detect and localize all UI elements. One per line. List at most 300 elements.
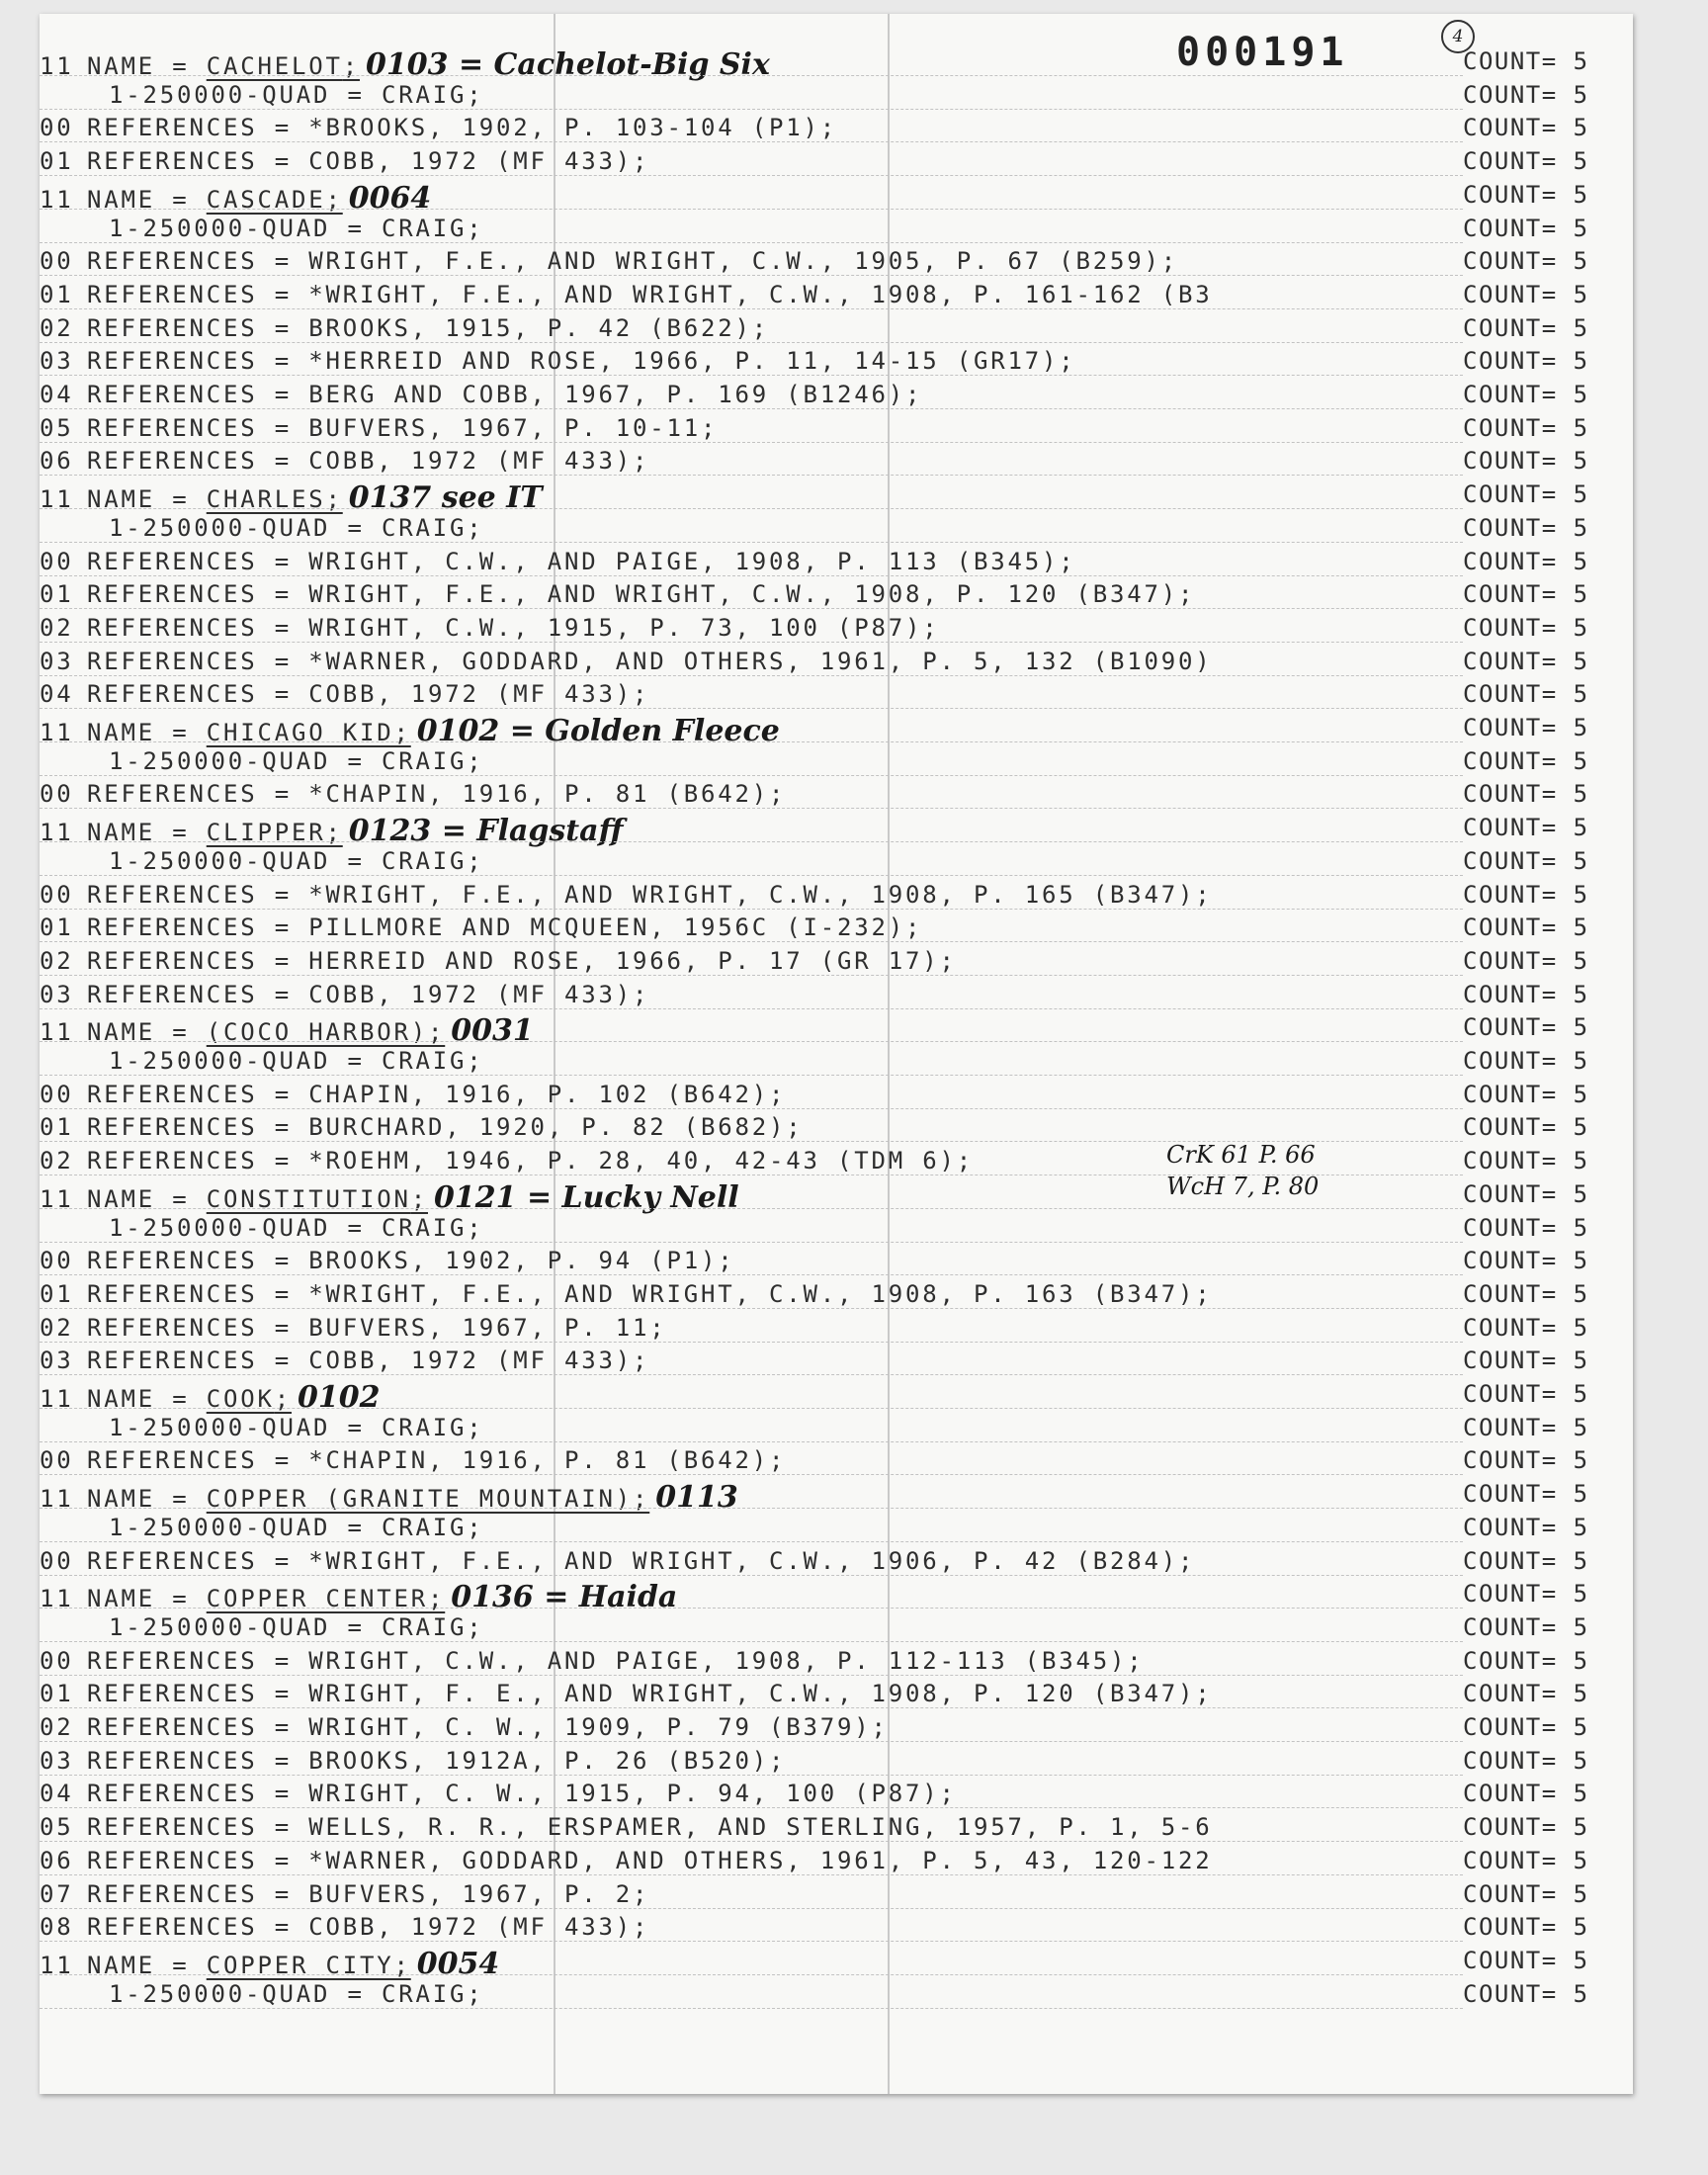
line-text: [40, 714, 780, 748]
line-code: 02: [40, 1713, 74, 1741]
line-text: [40, 814, 623, 848]
line-text: [40, 147, 649, 175]
reference-line: [40, 379, 1633, 412]
count-column: COUNT= 5: [1463, 147, 1589, 176]
reference-line: [40, 578, 1633, 612]
line-code: 11: [40, 1585, 74, 1613]
count-column: COUNT= 5: [1463, 814, 1589, 842]
line-content: REFERENCES = WRIGHT, C. W., 1915, P. 94, 100 (P87);: [87, 1780, 957, 1808]
line-separator: [40, 708, 1463, 709]
line-text: [40, 314, 769, 342]
margin-note-line: CrK 61 P. 66: [1166, 1141, 1316, 1169]
line-content: REFERENCES = CHAPIN, 1916, P. 102 (B642);: [87, 1080, 787, 1108]
line-separator: [40, 1208, 1463, 1209]
line-text: [40, 981, 649, 1008]
reference-line: [40, 345, 1633, 379]
line-code: 11: [40, 52, 74, 80]
name-terminator: ;: [632, 1485, 650, 1514]
record-name-line: [40, 1178, 1633, 1215]
reference-line: [40, 1845, 1633, 1878]
line-text: [40, 1180, 739, 1215]
quad-line: [40, 512, 1633, 546]
count-column: COUNT= 5: [1463, 980, 1589, 1008]
count-column: COUNT= 5: [1463, 647, 1589, 675]
count-column: COUNT= 5: [1463, 914, 1589, 942]
line-text: [40, 281, 1212, 308]
line-separator: [40, 75, 1463, 76]
reference-line: [40, 245, 1633, 279]
line-content: REFERENCES = WRIGHT, C.W., 1915, P. 73, 100 (P87);: [87, 613, 940, 642]
line-separator: [40, 575, 1463, 576]
record-name-line: [40, 179, 1633, 216]
reference-line: [40, 879, 1633, 913]
line-separator: [40, 475, 1463, 476]
count-column: COUNT= 5: [1463, 180, 1589, 209]
line-separator: [40, 1041, 1463, 1042]
line-code: 00: [40, 247, 74, 276]
line-text: [40, 914, 922, 941]
count-column: COUNT= 5: [1463, 247, 1589, 276]
line-content: REFERENCES = *HERREID AND ROSE, 1966, P. 11, 14-15 (GR17);: [87, 347, 1076, 376]
property-name: CONSTITUTION: [206, 1184, 411, 1213]
line-code: 08: [40, 1913, 74, 1942]
line-code: 03: [40, 1746, 74, 1775]
reference-line: [40, 445, 1633, 478]
line-content: NAME =: [87, 1018, 207, 1047]
line-text: [40, 1013, 534, 1048]
line-separator: [40, 1541, 1463, 1542]
handwritten-annotation: 0136 = Haida: [451, 1580, 678, 1615]
line-content: REFERENCES = WRIGHT, C.W., AND PAIGE, 1908, P. 112-113 (B345);: [87, 1646, 1145, 1675]
line-content: NAME =: [87, 719, 207, 746]
line-code: 01: [40, 1279, 74, 1308]
line-text: [40, 1113, 803, 1141]
count-column: COUNT= 5: [1463, 80, 1589, 109]
count-column: COUNT= 5: [1463, 1313, 1589, 1342]
line-content: REFERENCES = BUFVERS, 1967, P. 10-11;: [87, 413, 719, 442]
line-separator: [40, 1974, 1463, 1975]
line-separator: [40, 109, 1463, 110]
count-column: COUNT= 5: [1463, 547, 1589, 575]
line-text: [40, 1247, 734, 1274]
line-text: [40, 1280, 1212, 1308]
property-name: CLIPPER: [206, 819, 326, 847]
quad-line: [40, 1611, 1633, 1645]
line-content: 1-250000-QUAD = CRAIG;: [109, 80, 484, 109]
line-text: [40, 1947, 499, 1981]
line-code: 11: [40, 1951, 74, 1979]
line-text: [40, 414, 718, 442]
line-text: [40, 447, 649, 475]
line-content: REFERENCES = PILLMORE AND MCQUEEN, 1956C (I-232);: [87, 914, 923, 942]
line-code: 11: [40, 185, 74, 214]
line-text: [40, 1547, 1195, 1575]
count-column: COUNT= 5: [1463, 714, 1589, 741]
handwritten-annotation: 0113: [655, 1480, 738, 1516]
count-column: COUNT= 5: [1463, 1179, 1589, 1208]
reference-line: [40, 112, 1633, 145]
count-column: COUNT= 5: [1463, 1413, 1589, 1441]
reference-line: [40, 1345, 1633, 1378]
line-text: [40, 1347, 649, 1374]
line-separator: [40, 1508, 1463, 1509]
quad-line: [40, 845, 1633, 879]
line-code: 00: [40, 1247, 74, 1275]
line-separator: [40, 1441, 1463, 1442]
count-column: COUNT= 5: [1463, 1879, 1589, 1908]
line-separator: [40, 1841, 1463, 1842]
reference-line: [40, 1278, 1633, 1312]
count-column: COUNT= 5: [1463, 1580, 1589, 1609]
line-separator: [40, 1108, 1463, 1109]
record-name-line: [40, 812, 1633, 849]
line-separator: [40, 1075, 1463, 1076]
line-separator: [40, 1941, 1463, 1942]
count-column: COUNT= 5: [1463, 1480, 1589, 1509]
count-column: COUNT= 5: [1463, 214, 1589, 242]
record-name-line: [40, 1378, 1633, 1415]
line-text: [40, 1214, 483, 1242]
line-text: [40, 1480, 738, 1515]
handwritten-annotation: 0137 see IT: [348, 480, 543, 516]
line-separator: [40, 841, 1463, 842]
line-code: 03: [40, 647, 74, 675]
line-content: NAME =: [87, 485, 207, 514]
quad-line: [40, 1512, 1633, 1545]
line-content: REFERENCES = COBB, 1972 (MF 433);: [87, 147, 650, 176]
count-column: COUNT= 5: [1463, 613, 1589, 642]
name-terminator: ;: [325, 819, 343, 847]
line-separator: [40, 975, 1463, 976]
reference-line: [40, 979, 1633, 1012]
line-content: 1-250000-QUAD = CRAIG;: [109, 1047, 484, 1075]
line-code: 11: [40, 1184, 74, 1213]
line-content: NAME =: [87, 1951, 207, 1979]
quad-line: [40, 1412, 1633, 1445]
line-separator: [40, 909, 1463, 910]
count-column: COUNT= 5: [1463, 1513, 1589, 1541]
property-name: (COCO HARBOR): [206, 1018, 428, 1047]
line-content: REFERENCES = *CHAPIN, 1916, P. 81 (B642);: [87, 1446, 787, 1475]
line-text: [40, 1880, 649, 1908]
reference-line: [40, 1678, 1633, 1711]
handwritten-annotation: 0064: [348, 180, 432, 216]
reference-line: [40, 945, 1633, 979]
reference-line: [40, 1312, 1633, 1346]
count-column: COUNT= 5: [1463, 580, 1589, 609]
line-code: 11: [40, 1485, 74, 1514]
reference-line: [40, 1444, 1633, 1478]
line-content: REFERENCES = COBB, 1972 (MF 433);: [87, 447, 650, 476]
line-content: REFERENCES = BERG AND COBB, 1967, P. 169 (B1246);: [87, 381, 923, 408]
name-terminator: ;: [325, 185, 343, 214]
line-separator: [40, 1707, 1463, 1708]
line-separator: [40, 542, 1463, 543]
line-text: [40, 381, 922, 408]
reference-line: [40, 1245, 1633, 1278]
count-column: COUNT= 5: [1463, 1979, 1589, 2008]
line-code: 05: [40, 1813, 74, 1842]
line-text: [40, 1747, 786, 1775]
count-column: COUNT= 5: [1463, 1713, 1589, 1741]
line-code: 02: [40, 613, 74, 642]
count-column: COUNT= 5: [1463, 347, 1589, 376]
line-separator: [40, 1242, 1463, 1243]
line-content: 1-250000-QUAD = CRAIG;: [109, 513, 484, 542]
line-code: 05: [40, 413, 74, 442]
line-content: 1-250000-QUAD = CRAIG;: [109, 746, 484, 775]
reference-line: [40, 646, 1633, 679]
count-column: COUNT= 5: [1463, 1080, 1589, 1108]
property-name: CHARLES: [206, 485, 326, 514]
line-separator: [40, 808, 1463, 809]
count-column: COUNT= 5: [1463, 1113, 1589, 1142]
line-code: 00: [40, 880, 74, 909]
line-text: [40, 181, 431, 216]
property-name: COPPER CENTER: [206, 1585, 428, 1613]
handwritten-annotation: 0054: [416, 1946, 500, 1981]
reference-line: [40, 279, 1633, 312]
line-content: REFERENCES = WRIGHT, F.E., AND WRIGHT, C.W., 1908, P. 120 (B347);: [87, 580, 1196, 609]
line-separator: [40, 242, 1463, 243]
line-content: REFERENCES = BROOKS, 1902, P. 94 (P1);: [87, 1247, 735, 1275]
line-code: 00: [40, 547, 74, 575]
line-code: 04: [40, 680, 74, 709]
line-content: REFERENCES = *WRIGHT, F.E., AND WRIGHT, C.W., 1908, P. 163 (B347);: [87, 1279, 1213, 1308]
page-mark: 4: [1441, 20, 1475, 53]
margin-note: [1166, 1139, 1319, 1202]
count-column: COUNT= 5: [1463, 1913, 1589, 1942]
count-column: COUNT= 5: [1463, 1946, 1589, 1974]
reference-line: [40, 412, 1633, 446]
count-column: COUNT= 5: [1463, 1646, 1589, 1675]
line-separator: [40, 1474, 1463, 1475]
line-text: [40, 47, 770, 82]
line-separator: [40, 209, 1463, 210]
count-column: COUNT= 5: [1463, 1013, 1589, 1042]
line-content: 1-250000-QUAD = CRAIG;: [109, 1213, 484, 1242]
quad-line: [40, 1212, 1633, 1246]
line-text: [40, 881, 1212, 909]
line-text: [40, 480, 543, 515]
record-name-line: [40, 1578, 1633, 1615]
line-separator: [40, 1008, 1463, 1009]
handwritten-annotation: 0103 = Cachelot-Big Six: [366, 47, 770, 82]
line-text: [40, 580, 1195, 608]
line-code: 11: [40, 485, 74, 514]
count-column: COUNT= 5: [1463, 846, 1589, 875]
count-column: COUNT= 5: [1463, 946, 1589, 975]
line-code: 01: [40, 147, 74, 176]
quad-line: [40, 745, 1633, 779]
margin-note-line: WcH 7, P. 80: [1166, 1173, 1320, 1200]
line-text: [40, 780, 786, 808]
line-separator: [40, 175, 1463, 176]
line-separator: [40, 1807, 1463, 1808]
line-separator: [40, 1874, 1463, 1875]
count-column: COUNT= 5: [1463, 1846, 1589, 1874]
line-text: [40, 1314, 666, 1342]
reference-line: [40, 678, 1633, 712]
name-terminator: ;: [274, 1385, 292, 1413]
reference-line: [40, 1878, 1633, 1912]
line-separator: [40, 608, 1463, 609]
line-separator: [40, 375, 1463, 376]
line-content: REFERENCES = COBB, 1972 (MF 433);: [87, 980, 650, 1008]
line-text: [40, 215, 483, 242]
line-separator: [40, 941, 1463, 942]
quad-line: [40, 1978, 1633, 2012]
reference-line: [40, 912, 1633, 945]
line-separator: [40, 1675, 1463, 1676]
count-column: COUNT= 5: [1463, 1546, 1589, 1575]
line-separator: [40, 308, 1463, 309]
line-code: 03: [40, 1347, 74, 1375]
line-content: REFERENCES = WRIGHT, C.W., AND PAIGE, 1908, P. 113 (B345);: [87, 547, 1076, 575]
line-code: 11: [40, 1018, 74, 1047]
line-content: REFERENCES = WRIGHT, C. W., 1909, P. 79 (B379);: [87, 1713, 889, 1741]
document-number: 000191: [1176, 30, 1349, 75]
count-column: COUNT= 5: [1463, 1047, 1589, 1075]
line-content: REFERENCES = *BROOKS, 1902, P. 103-104 (P1);: [87, 114, 837, 142]
line-code: 00: [40, 780, 74, 809]
reference-line: [40, 1911, 1633, 1945]
reference-line: [40, 1079, 1633, 1112]
line-text: [40, 747, 483, 775]
line-code: 03: [40, 347, 74, 376]
line-content: REFERENCES = WELLS, R. R., ERSPAMER, AND STERLING, 1957, P. 1, 5-6: [87, 1813, 1213, 1842]
line-code: 03: [40, 980, 74, 1008]
reference-line: [40, 1778, 1633, 1811]
line-text: [40, 1147, 974, 1174]
count-column: COUNT= 5: [1463, 1813, 1589, 1842]
line-separator: [40, 1608, 1463, 1609]
line-text: [40, 514, 483, 542]
line-content: 1-250000-QUAD = CRAIG;: [109, 1979, 484, 2008]
reference-line: [40, 1811, 1633, 1845]
line-separator: [40, 275, 1463, 276]
record-name-line: [40, 1945, 1633, 1981]
line-text: [40, 1780, 957, 1807]
line-separator: [40, 741, 1463, 742]
handwritten-annotation: 0102 = Golden Fleece: [416, 714, 780, 748]
reference-line: [40, 1711, 1633, 1745]
line-content: 1-250000-QUAD = CRAIG;: [109, 1413, 484, 1441]
reference-line: [40, 1111, 1633, 1145]
line-separator: [40, 342, 1463, 343]
line-content: REFERENCES = *CHAPIN, 1916, P. 81 (B642);: [87, 780, 787, 809]
line-code: 00: [40, 1646, 74, 1675]
line-code: 01: [40, 580, 74, 609]
line-code: 02: [40, 1313, 74, 1342]
line-content: REFERENCES = WRIGHT, F. E., AND WRIGHT, C.W., 1908, P. 120 (B347);: [87, 1680, 1213, 1708]
line-code: 02: [40, 946, 74, 975]
line-text: [40, 614, 939, 642]
reference-line: [40, 612, 1633, 646]
name-terminator: ;: [393, 719, 411, 746]
count-column: COUNT= 5: [1463, 413, 1589, 442]
reference-line: [40, 1745, 1633, 1779]
line-code: 01: [40, 1113, 74, 1142]
line-content: REFERENCES = BROOKS, 1915, P. 42 (B622);: [87, 313, 769, 342]
line-content: 1-250000-QUAD = CRAIG;: [109, 1513, 484, 1541]
count-column: COUNT= 5: [1463, 313, 1589, 342]
quad-line: [40, 213, 1633, 246]
line-text: [40, 680, 649, 708]
count-column: COUNT= 5: [1463, 513, 1589, 542]
line-text: [40, 1580, 677, 1614]
reference-line: [40, 546, 1633, 579]
line-content: NAME =: [87, 1184, 207, 1213]
count-column: COUNT= 5: [1463, 1680, 1589, 1708]
line-content: NAME =: [87, 1585, 207, 1613]
record-name-line: [40, 712, 1633, 748]
reference-line: [40, 1145, 1633, 1178]
count-column: COUNT= 5: [1463, 1380, 1589, 1408]
line-text: [40, 81, 483, 109]
line-separator: [40, 1308, 1463, 1309]
count-column: COUNT= 5: [1463, 1213, 1589, 1242]
handwritten-annotation: 0031: [451, 1013, 534, 1049]
record-name-line: [40, 45, 1633, 82]
line-text: [40, 1514, 483, 1541]
line-code: 01: [40, 914, 74, 942]
name-terminator: ;: [428, 1018, 446, 1047]
property-name: COOK: [206, 1385, 275, 1413]
line-text: [40, 548, 1075, 575]
line-separator: [40, 1908, 1463, 1909]
count-column: COUNT= 5: [1463, 1279, 1589, 1308]
line-code: 04: [40, 1780, 74, 1808]
line-content: 1-250000-QUAD = CRAIG;: [109, 214, 484, 242]
property-name: COPPER (GRANITE MOUNTAIN): [206, 1485, 633, 1514]
line-content: REFERENCES = BUFVERS, 1967, P. 2;: [87, 1879, 650, 1908]
line-content: NAME =: [87, 819, 207, 847]
name-terminator: ;: [393, 1951, 411, 1979]
count-column: COUNT= 5: [1463, 746, 1589, 775]
line-text: [40, 847, 483, 875]
line-text: [40, 1613, 483, 1641]
line-content: REFERENCES = *WRIGHT, F.E., AND WRIGHT, C.W., 1908, P. 165 (B347);: [87, 880, 1213, 909]
line-text: [40, 1414, 483, 1441]
line-text: [40, 1047, 483, 1075]
line-text: [40, 1913, 649, 1941]
line-code: 11: [40, 719, 74, 746]
line-separator: [40, 675, 1463, 676]
quad-line: [40, 1045, 1633, 1079]
line-content: REFERENCES = BURCHARD, 1920, P. 82 (B682);: [87, 1113, 804, 1142]
line-content: REFERENCES = BROOKS, 1912A, P. 26 (B520);: [87, 1746, 787, 1775]
line-separator: [40, 875, 1463, 876]
line-code: 06: [40, 447, 74, 476]
count-column: COUNT= 5: [1463, 480, 1589, 509]
reference-line: [40, 312, 1633, 346]
count-column: COUNT= 5: [1463, 280, 1589, 308]
line-text: [40, 1680, 1212, 1707]
line-content: NAME =: [87, 1385, 207, 1413]
line-code: 01: [40, 280, 74, 308]
document-sheet: [40, 14, 1633, 2094]
line-content: REFERENCES = BUFVERS, 1967, P. 11;: [87, 1313, 667, 1342]
line-content: NAME =: [87, 1485, 207, 1514]
line-text: [40, 1647, 1144, 1675]
line-text: [40, 1446, 786, 1474]
line-separator: [40, 642, 1463, 643]
line-content: NAME =: [87, 52, 207, 80]
line-text: [40, 1813, 1212, 1841]
count-column: COUNT= 5: [1463, 47, 1589, 75]
line-content: 1-250000-QUAD = CRAIG;: [109, 846, 484, 875]
